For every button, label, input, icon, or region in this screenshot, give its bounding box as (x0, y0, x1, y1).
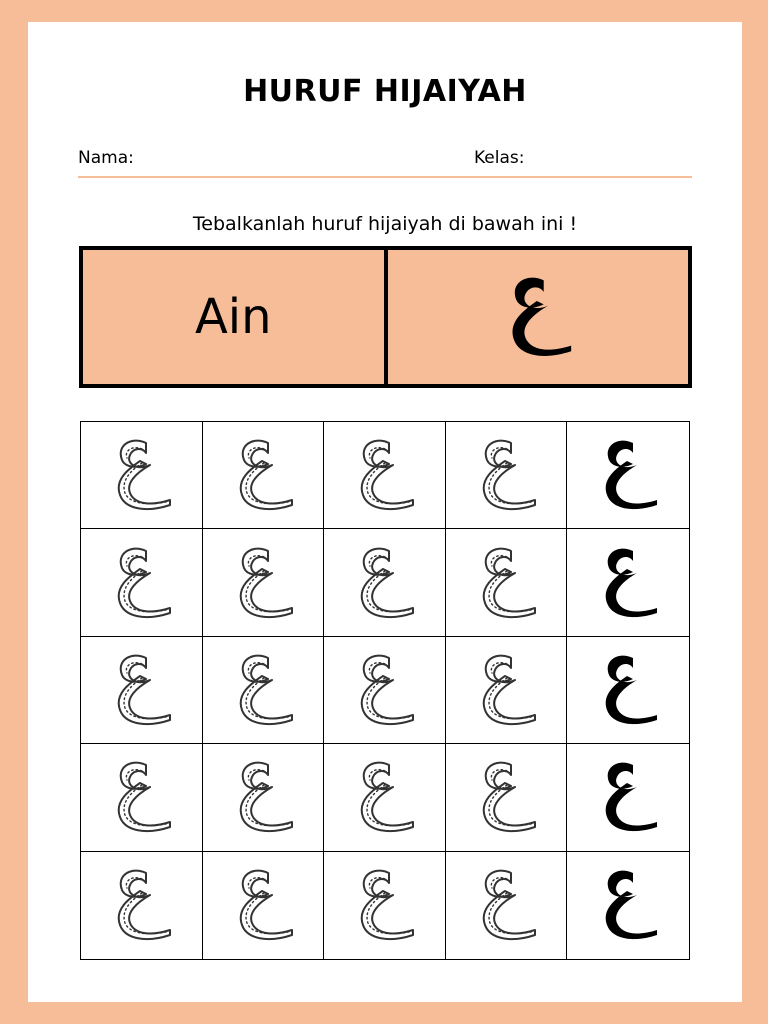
outlined-ain-letter (106, 863, 176, 947)
tracing-cell (324, 852, 446, 959)
tracing-cell (81, 744, 203, 851)
tracing-grid (80, 421, 690, 960)
tracing-cell (81, 422, 203, 529)
outlined-ain-letter (471, 433, 541, 517)
solid-ain-letter (593, 863, 663, 947)
tracing-cell (81, 637, 203, 744)
solid-ain-letter (593, 648, 663, 732)
outlined-ain-letter (349, 755, 419, 839)
outlined-ain-letter (228, 433, 298, 517)
outlined-ain-letter (228, 648, 298, 732)
outlined-ain-letter (106, 755, 176, 839)
tracing-cell (446, 422, 568, 529)
example-letter-cell (567, 744, 689, 851)
outlined-ain-letter (471, 541, 541, 625)
letter-header-box (79, 246, 692, 388)
letter-glyph (498, 268, 578, 366)
outlined-ain-letter (228, 863, 298, 947)
tracing-cell (203, 637, 325, 744)
outlined-ain-letter (471, 755, 541, 839)
outlined-ain-letter (228, 541, 298, 625)
tracing-cell (324, 744, 446, 851)
solid-ain-letter (593, 433, 663, 517)
worksheet-page (28, 22, 742, 1002)
outlined-ain-letter (106, 433, 176, 517)
tracing-cell (446, 852, 568, 959)
outlined-ain-letter (471, 648, 541, 732)
tracing-cell (324, 637, 446, 744)
example-letter-cell (567, 529, 689, 636)
tracing-cell (324, 422, 446, 529)
outlined-ain-letter (349, 863, 419, 947)
tracing-cell (446, 637, 568, 744)
solid-ain-letter (593, 755, 663, 839)
letter-name-cell (83, 250, 384, 384)
letter-glyph-cell (384, 250, 689, 384)
tracing-cell (203, 744, 325, 851)
example-letter-cell (567, 422, 689, 529)
name-class-line (78, 176, 692, 178)
example-letter-cell (567, 852, 689, 959)
tracing-cell (203, 422, 325, 529)
outlined-ain-letter (106, 648, 176, 732)
name-label: Nama: (78, 148, 134, 168)
tracing-cell (81, 529, 203, 636)
example-letter-cell (567, 637, 689, 744)
letter-name: Ain (194, 289, 272, 345)
instruction-text: Tebalkanlah huruf hijaiyah di bawah ini ! (192, 213, 578, 235)
tracing-cell (446, 529, 568, 636)
outlined-ain-letter (228, 755, 298, 839)
outlined-ain-letter (106, 541, 176, 625)
solid-ain-letter (593, 541, 663, 625)
tracing-cell (446, 744, 568, 851)
outlined-ain-letter (349, 648, 419, 732)
worksheet-title: HURUF HIJAIYAH (243, 74, 527, 109)
outlined-ain-letter (349, 541, 419, 625)
tracing-cell (203, 852, 325, 959)
tracing-cell (203, 529, 325, 636)
outlined-ain-letter (471, 863, 541, 947)
class-label: Kelas: (474, 148, 525, 168)
outlined-ain-letter (349, 433, 419, 517)
tracing-cell (324, 529, 446, 636)
tracing-cell (81, 852, 203, 959)
